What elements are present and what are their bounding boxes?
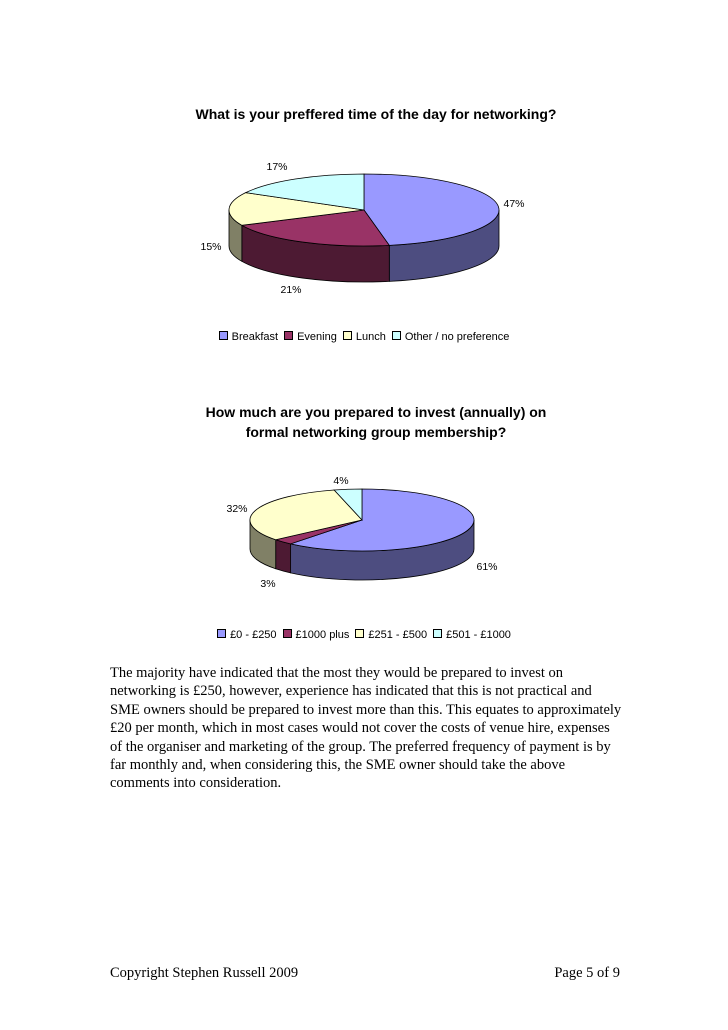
- chart1-legend-item-1: [284, 331, 337, 343]
- chart2-legend-item-0: [217, 629, 276, 641]
- chart1-legend: [0, 331, 728, 343]
- chart1-title: What is your preffered time of the day for networking?: [195, 106, 557, 122]
- footer-copyright: Copyright Stephen Russell 2009: [110, 965, 299, 981]
- footer-page-number: Page 5 of 9: [554, 965, 620, 981]
- chart1-legend-swatch-1: [284, 331, 293, 340]
- chart1-legend-item-2: [343, 331, 386, 343]
- chart1-legend-swatch-2: [343, 331, 352, 340]
- chart2-legend-swatch-0: [217, 629, 226, 638]
- chart1-legend-label-1: Evening: [297, 331, 337, 343]
- chart2-tops: [250, 489, 474, 551]
- chart2-legend-swatch-3: [433, 629, 442, 638]
- chart1-legend-swatch-0: [219, 331, 228, 340]
- chart2-legend-item-2: [355, 629, 427, 641]
- chart2-data-label-3: 4%: [333, 475, 349, 487]
- chart2-legend-swatch-1: [283, 629, 292, 638]
- chart1-legend-swatch-3: [392, 331, 401, 340]
- chart2-data-label-2: 32%: [226, 503, 248, 515]
- chart2-legend: [0, 629, 728, 641]
- chart1-data-label-1: 21%: [280, 284, 302, 296]
- chart2-data-label-1: 3%: [260, 578, 276, 590]
- chart2-legend-label-2: £251 - £500: [368, 629, 428, 641]
- body-paragraph: The majority have indicated that the most they would be prepared to invest on networking is £250, however, experience has indicated that this is not practical and SME owners should be prepared to invest more than this. This equates to approximately £20 per month, which in most cases would not cover the costs of venue hire, expenses of the organiser and marketing of the group. The preferred frequency of payment is by far monthly and, when considering this, the SME owner should take the above comments into consideration.: [110, 665, 622, 792]
- chart2-legend-item-3: [433, 629, 511, 641]
- chart1-data-label-3: 17%: [266, 161, 288, 173]
- chart1-legend-label-2: Lunch: [355, 331, 386, 343]
- chart2-legend-label-0: £0 - £250: [230, 629, 277, 641]
- chart2-legend-item-1: [283, 629, 350, 641]
- chart2-pie: [0, 460, 728, 620]
- chart2-title: How much are you prepared to invest (annually) on formal networking group membership?: [205, 404, 547, 440]
- chart1-data-label-0: 47%: [503, 198, 525, 210]
- chart1-legend-item-3: [392, 331, 510, 343]
- chart2-side-1: [276, 540, 291, 573]
- chart1-tops: [229, 174, 499, 246]
- chart1-legend-label-0: Breakfast: [231, 331, 279, 343]
- chart1-data-label-2: 15%: [200, 241, 222, 253]
- chart1-pie: [0, 150, 728, 320]
- chart2-legend-swatch-2: [355, 629, 364, 638]
- chart1-legend-item-0: [219, 331, 278, 343]
- chart2-legend-label-1: £1000 plus: [295, 629, 350, 641]
- chart1-legend-label-3: Other / no preference: [404, 331, 510, 343]
- chart2-data-label-0: 61%: [476, 561, 498, 573]
- chart2-legend-label-3: £501 - £1000: [446, 629, 511, 641]
